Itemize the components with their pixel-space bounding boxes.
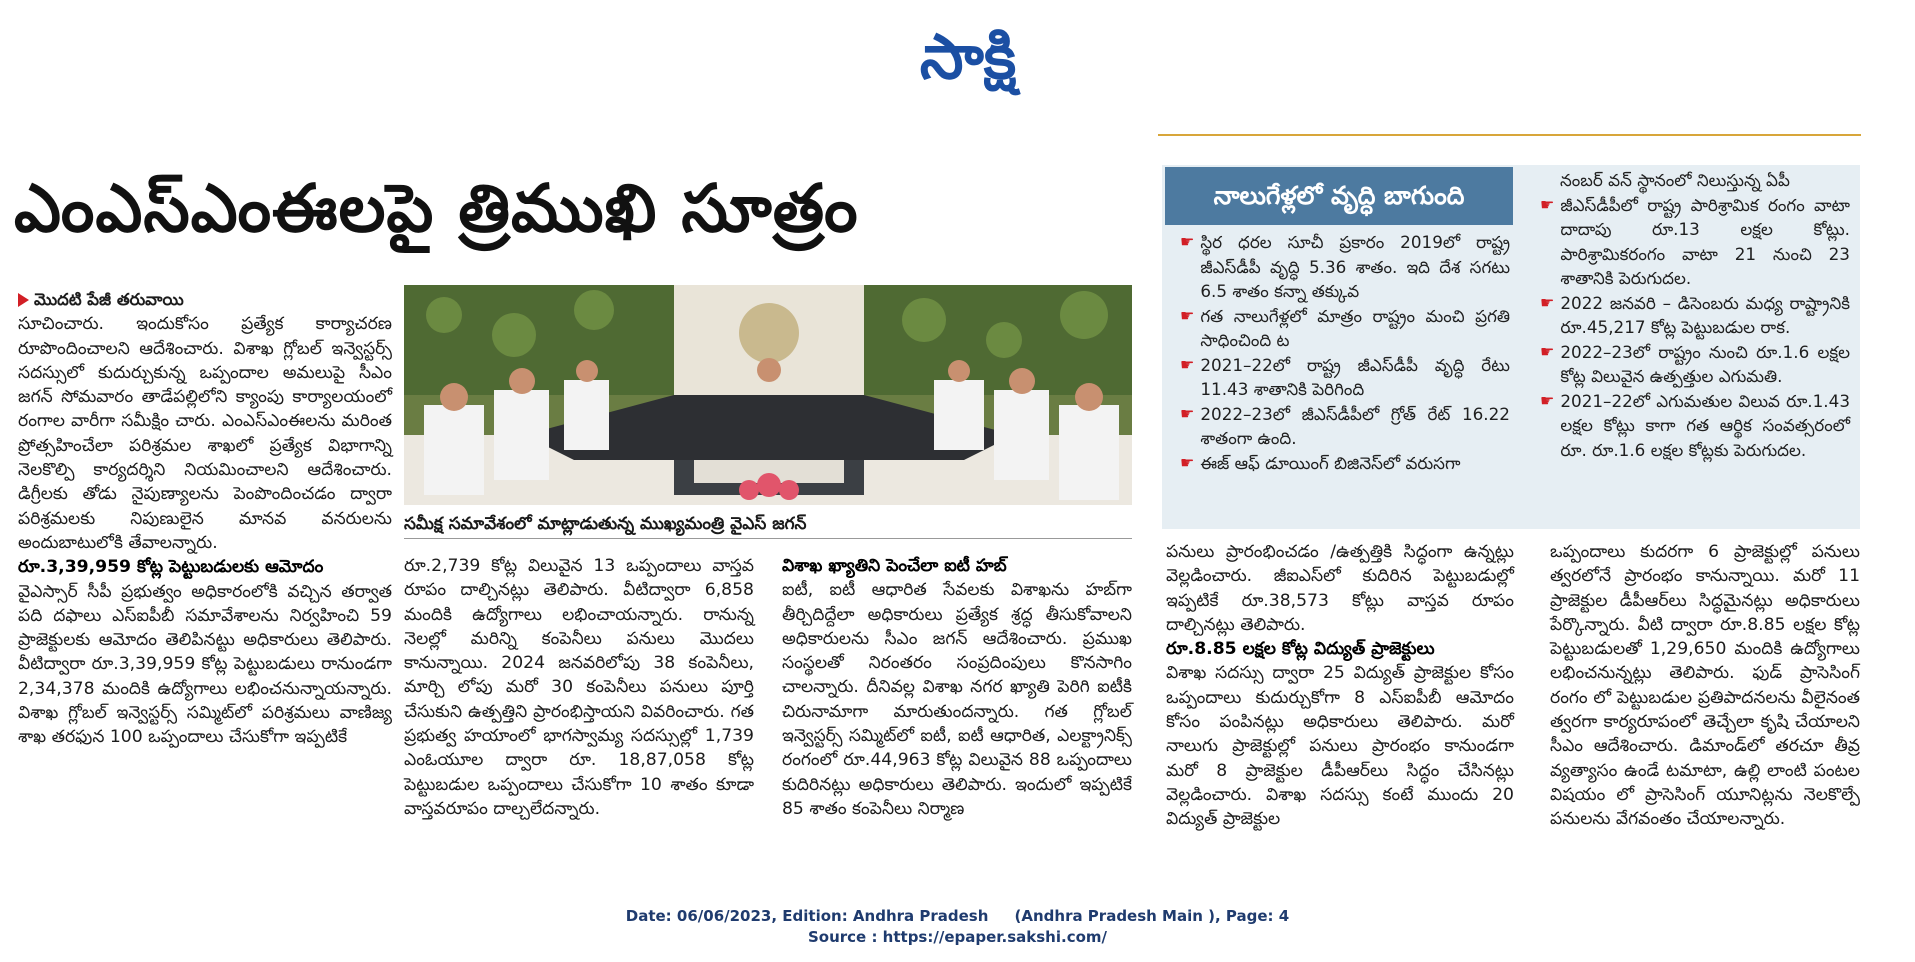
pointing-hand-icon: ☛ <box>1180 403 1195 423</box>
sidebar-bullet: ☛ 2022–23లో జీఎస్‌డీపీలో గ్రోత్ రేట్ 16.22 శాతంగా ఉంది. <box>1180 402 1510 451</box>
meeting-illustration <box>404 285 1132 505</box>
sidebar-bullet: ☛ 2021–22లో రాష్ట్ర జీఎస్‌డీపీ వృద్ధి రేటు 11.43 శాతానికి పెరిగింది <box>1180 353 1510 402</box>
sidebar-bullet: ☛ గత నాలుగేళ్లలో మాత్రం రాష్ట్రం మంచి ప్రగతి సాధించింది ట <box>1180 304 1510 353</box>
meeting-photo <box>404 285 1132 505</box>
sidebar-title: నాలుగేళ్లలో వృద్ధి బాగుంది <box>1165 167 1513 225</box>
play-arrow-icon <box>18 293 29 307</box>
top-rule <box>1158 134 1861 136</box>
pointing-hand-icon: ☛ <box>1540 292 1555 312</box>
pointing-hand-icon: ☛ <box>1540 390 1555 410</box>
column-1 <box>18 288 392 750</box>
source-footer <box>0 906 1915 948</box>
caption-divider <box>404 538 1132 539</box>
sakshi-logo <box>868 18 1068 96</box>
column-2 <box>404 554 754 821</box>
continued-marker <box>18 288 392 312</box>
col3-paragraph: ఐటీ, ఐటీ ఆధారిత సేవలకు విశాఖను హబ్‌గా తీర్చిదిద్దేలా అధికారులు ప్రత్యేక శ్రద్ధ తీసుకోవాలని అధికారులను సీఎం జగన్ ఆదేశించారు. ప్రముఖ సంస్థలతో నిరంతరం సంప్రదింపులు కొనసాగిం చాలన్నారు. దీనివల్ల విశాఖ నగర ఖ్యాతి పెరిగి ఐటీకి చిరునామాగా మారుతుందన్నారు. గత గ్లోబల్ ఇన్వెస్టర్స్ సమ్మిట్‌లో ఐటీ, ఐటీ ఆధారిత, ఎలక్ట్రానిక్స్ రంగంలో రూ.44,963 కోట్ల విలువైన 88 ఒప్పందాలు కుదిరినట్లు అధికారులు తెలిపారు. ఇందులో ఇప్పటికే 85 శాతం కంపెనీలు నిర్మాణ <box>782 580 1132 819</box>
pointing-hand-icon: ☛ <box>1180 452 1195 472</box>
logo-text: సాక్షి <box>919 20 1017 93</box>
headline: ఎంఎస్‌ఎంఈలపై త్రిముఖి సూత్రం <box>14 170 859 247</box>
col4-paragraph-1: పనులు ప్రారంభించడం /ఉత్పత్తికి సిద్ధంగా ఉన్నట్లు వెల్లడించారు. జీఐఎస్‌లో కుదిరిన పెట్టుబడుల్లో ఇప్పటికే రూ.38,573 కోట్లు వాస్తవ రూపం దాల్చినట్లు తెలిపారు. <box>1166 542 1514 635</box>
sidebar-bullet: ☛ స్థిర ధరల సూచీ ప్రకారం 2019లో రాష్ట్ర జీఎస్‌డీపీ వృద్ధి 5.36 శాతం. ఇది దేశ సగటు 6.5 శాతం కన్నా తక్కువ <box>1180 230 1510 304</box>
pointing-hand-icon: ☛ <box>1180 305 1195 325</box>
column-5 <box>1550 540 1860 832</box>
col5-paragraph: ఒప్పందాలు కుదరగా 6 ప్రాజెక్టుల్లో పనులు త్వరలోనే ప్రారంభం కానున్నాయి. మరో 11 ప్రాజెక్టుల డీపీఆర్‌లు సిద్ధమైనట్లు అధికారులు పేర్కొన్నారు. వీటి ద్వారా రూ.8.85 లక్షల కోట్ల పెట్టుబడులతో 1,29,650 మందికి ఉద్యోగాలు లభించనున్నట్లు తెలిపారు. ఫుడ్ ప్రాసెసింగ్ రంగం లో పెట్టుబడుల ప్రతిపాదనలను వీలైనంత త్వరగా కార్యరూపంలో తెచ్చేలా కృషి చేయాలని సీఎం ఆదేశించారు. డిమాండ్‌లో తరచూ తీవ్ర వ్యత్యాసం ఉండే టమాటా, ఉల్లి లాంటి పంటల విషయం లో ప్రాసెసింగ్ యూనిట్లను నెలకొల్పే పనులను వేగవంతం చేయాలన్నారు. <box>1550 542 1860 830</box>
edition-line: Date: 06/06/2023, Edition: Andhra Pradesh (Andhra Pradesh Main ), Page: 4 <box>625 907 1290 925</box>
pointing-hand-icon: ☛ <box>1180 232 1195 251</box>
sidebar-bullet: ☛ 2021–22లో ఎగుమతుల విలువ రూ.1.43 లక్షల కోట్లు కాగా గత ఆర్థిక సంవత్సరంలో రూ. రూ.1.6 లక్షల కోట్లకు పెరుగుదల. <box>1540 389 1850 463</box>
pointing-hand-icon: ☛ <box>1540 194 1555 214</box>
col4-paragraph-2: విశాఖ సదస్సు ద్వారా 25 విద్యుత్ ప్రాజెక్టుల కోసం ఒప్పందాలు కుదుర్చుకోగా 8 ఎస్‌ఐపీబీ ఆమోదం కోసం పంపినట్లు అధికారులు తెలిపారు. మరో నాలుగు ప్రాజెక్టుల్లో పనులు ప్రారంభం కానుండగా మరో 8 ప్రాజెక్టుల డీపీఆర్‌లు సిద్ధం చేసినట్లు వెల్లడించారు. విశాఖ సదస్సు కంటే ముందు 20 విద్యుత్ ప్రాజెక్టుల <box>1166 663 1514 830</box>
source-line: Source : https://epaper.sakshi.com/ <box>807 928 1107 946</box>
sidebar-bullet: ☛ 2022 జనవరి – డిసెంబరు మధ్య రాష్ట్రానికి రూ.45,217 కోట్ల పెట్టుబడుల రాక. <box>1540 291 1850 340</box>
sidebar-left-list <box>1180 230 1510 475</box>
col2-paragraph: రూ.2,739 కోట్ల విలువైన 13 ఒప్పందాలు వాస్తవ రూపం దాల్చినట్లు తెలిపారు. వీటిద్వారా 6,858 మందికి ఉద్యోగాలు లభించాయన్నారు. రానున్న నెలల్లో మరిన్ని కంపెనీలు పనులు మొదలు కానున్నాయి. 2024 జనవరిలోపు 38 కంపెనీలు, మార్చి లోపు మరో 30 కంపెనీలు పనులు పూర్తి చేసుకుని ఉత్పత్తిని ప్రారంభిస్తాయని వివరించారు. గత ప్రభుత్వ హయాంలో భాగస్వామ్య సదస్సుల్లో 1,739 ఎంఓయూల ద్వారా రూ. 18,87,058 కోట్ల పెట్టుబడుల ఒప్పందాలు చేసుకోగా 10 శాతం కూడా వాస్తవరూపం దాల్చలేదన్నారు. <box>404 556 754 819</box>
sidebar-bullet: ☛ 2022–23లో రాష్ట్రం నుంచి రూ.1.6 లక్షల కోట్ల విలువైన ఉత్పత్తుల ఎగుమతి. <box>1540 340 1850 389</box>
column-4 <box>1166 540 1514 832</box>
col1-paragraph-1: సూచించారు. ఇందుకోసం ప్రత్యేక కార్యాచరణ రూపొందించాలని ఆదేశించారు. విశాఖ గ్లోబల్ ఇన్వెస్టర్స్ సదస్సులో కుదుర్చుకున్న ఒప్పందాల అమలుపై సీఎం జగన్ సోమవారం తాడేపల్లిలోని క్యాంపు కార్యాలయంలో రంగాల వారీగా సమీక్షిం చారు. ఎంఎస్‌ఎంఈలను మరింత ప్రోత్సహించేలా పరిశ్రమల శాఖలో ప్రత్యేక విభాగాన్ని నెలకొల్పి కార్యదర్శిని నియమించాలని ఆదేశించారు. డిగ్రీలకు తోడు నైపుణ్యాలను పెంపొందించడం ద్వారా పరిశ్రమలకు నిపుణులైన మానవ వనరులను అందుబాటులోకి తేవాలన్నారు. <box>18 314 392 553</box>
col1-subhead: రూ.3,39,959 కోట్ల పెట్టుబడులకు ఆమోదం <box>18 557 324 578</box>
continued-label: మొదటి పేజీ తరువాయి <box>34 290 184 309</box>
sidebar-right-list <box>1540 168 1850 462</box>
photo-caption: సమీక్ష సమావేశంలో మాట్లాడుతున్న ముఖ్యమంత్రి వైఎస్ జగన్ <box>404 514 807 534</box>
col3-subhead: విశాఖ ఖ్యాతిని పెంచేలా ఐటీ హబ్ <box>782 556 1007 576</box>
col4-subhead: రూ.8.85 లక్షల కోట్ల విద్యుత్ ప్రాజెక్టులు <box>1166 639 1435 660</box>
sidebar-right-lead: నంబర్ వన్ స్థానంలో నిలుస్తున్న ఏపీ <box>1560 170 1790 190</box>
column-3 <box>782 554 1132 821</box>
pointing-hand-icon: ☛ <box>1180 354 1195 374</box>
sidebar-bullet: ☛ ఈజ్ ఆఫ్ డూయింగ్ బిజినెస్‌లో వరుసగా <box>1180 451 1510 476</box>
sidebar-bullet: ☛ జీఎస్‌డీపీలో రాష్ట్ర పారిశ్రామిక రంగం వాటా దాదాపు రూ.13 లక్షల కోట్లు. పారిశ్రామికరంగం వాటా 21 నుంచి 23 శాతానికి పెరుగుదల. <box>1540 193 1850 291</box>
logo-wordmark <box>868 18 1068 96</box>
pointing-hand-icon: ☛ <box>1540 341 1555 361</box>
col1-paragraph-2: వైఎస్సార్ సీపీ ప్రభుత్వం అధికారంలోకి వచ్చిన తర్వాత పది దఫాలు ఎస్‌ఐపీబీ సమావేశాలను నిర్వహించి 59 ప్రాజెక్టులకు ఆమోదం తెలిపినట్టు అధికారులు తెలిపారు. వీటిద్వారా రూ.3,39,959 కోట్ల పెట్టుబడులు రానుండగా 2,34,378 మందికి ఉద్యోగాలు లభించనున్నాయన్నారు. విశాఖ గ్లోబల్ ఇన్వెస్టర్స్ సమ్మిట్‌లో పరిశ్రమలు వాణిజ్య శాఖ తరఫున 100 ఒప్పందాలు చేసుకోగా ఇప్పటికే <box>18 581 392 748</box>
